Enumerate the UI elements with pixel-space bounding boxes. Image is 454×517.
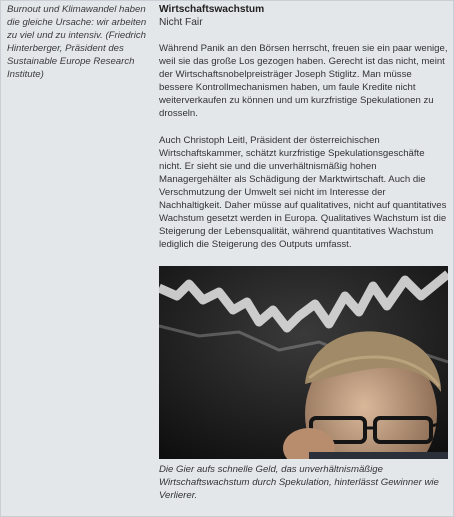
- article-subheadline: Nicht Fair: [159, 17, 203, 28]
- article-photo: [159, 266, 448, 459]
- sidebar-quote: Burnout und Klimawandel haben die gleiche Ursache: wir arbeiten zu viel und zu intensiv. (Friedrich Hinterberger, Präsident des Sustainable Europe Research Institute): [7, 4, 147, 81]
- article-paragraph-2: Auch Christoph Leitl, Präsident der österreichischen Wirtschaftskammer, schätzt kurzfristige Spekulationsgeschäfte nicht. Er sieht sie und die unverhältnismäßig hohen Managergehälter als Schädigung der Marktwirtschaft. Auch die Verschmutzung der Umwelt sei nicht im Interesse der Nachhaltigkeit. Daher müsse auf qualitatives, nicht auf quantitatives Wachstum gesetzt werden in Europa. Qualitatives Wachstum ist die Steigerung der Lebensqualität, während quantitatives Wachstum lediglich die Steigerung des Outputs umfasst.: [159, 134, 447, 251]
- article-paragraph-1: Während Panik an den Börsen herrscht, freuen sie ein paar wenige, weil sie das große Los gezogen haben. Gerecht ist das nicht, meint der Wirtschaftsnobelpreisträger Joseph Stiglitz. Man müsse bessere Kontrollmechanismen haben, um faule Kredite nicht weiterverkaufen zu können und um kurzfristige Spekulationen zu drosseln.: [159, 43, 448, 120]
- article-headline: Wirtschaftswachstum: [159, 4, 265, 15]
- stock-chart-man-photo: [159, 266, 448, 459]
- article-main: [159, 3, 448, 264]
- photo-caption: Die Gier aufs schnelle Geld, das unverhältnismäßige Wirtschaftswachstum durch Spekulation, hinterlässt Gewinner wie Verlierer.: [159, 464, 439, 502]
